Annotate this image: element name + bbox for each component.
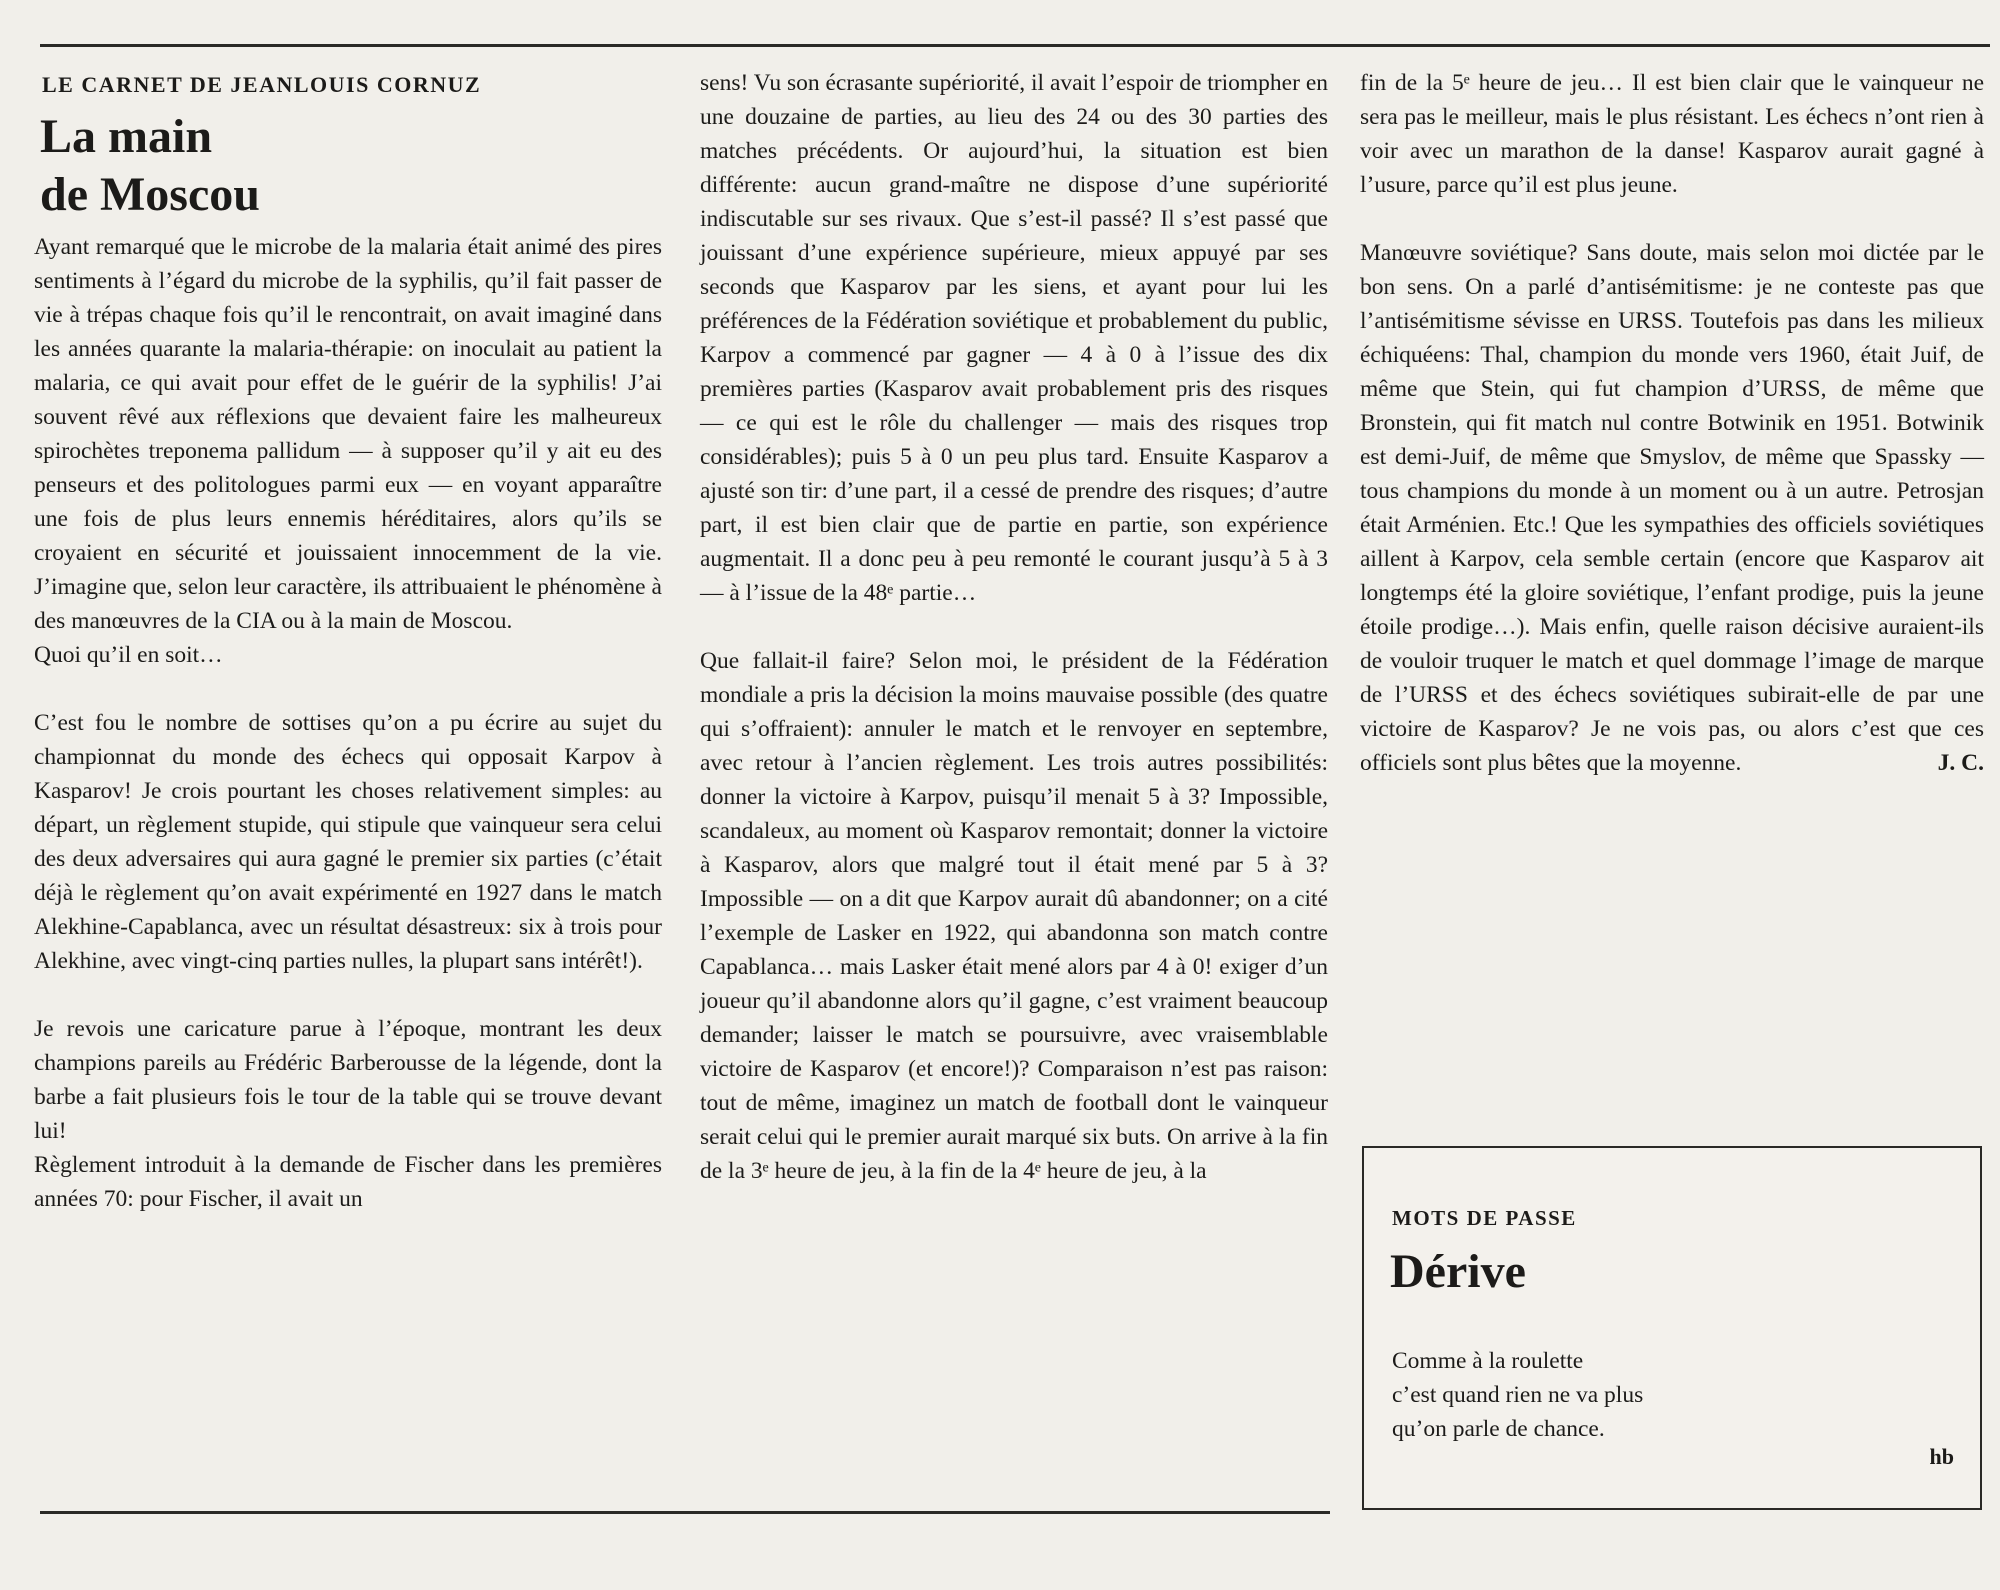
bottom-rule bbox=[40, 1511, 1330, 1514]
paragraph: sens! Vu son écrasante supériorité, il avait l’espoir de triompher en une douzaine de parties, au lieu des 24 ou des 30 parties des matches précédents. Or aujourd’hui, la situation est bien différente: aucun grand-maître ne dispose d’une supériorité indiscutable sur ses rivaux. Que s’est-il passé? Il s’est passé que jouissant d’une expérience supérieure, mieux appuyé par ses seconds que Kasparov par les siens, et ayant pour lui les préférences de la Fédération soviétique et probablement du public, Karpov a commencé par gagner — 4 à 0 à l’issue des dix premières parties (Kasparov avait probablement pris des risques — ce qui est le rôle du challenger — mais des risques trop considérables); puis 5 à 0 un peu plus tard. Ensuite Kasparov a ajusté son tir: d’une part, il a cessé de prendre des risques; d’autre part, il est bien clair que de partie en partie, son expérience augmentait. Il a donc peu à peu remonté le courant jusqu’à 5 à 3 — à l’issue de la 48ᵉ partie… bbox=[700, 70, 1328, 606]
paragraph: fin de la 5ᵉ heure de jeu… Il est bien clair que le vainqueur ne sera pas le meilleur, mais le plus résistant. Les échecs n’ont rien à voir avec un marathon de la danse! Kasparov aurait gagné à l’usure, parce qu’il est plus jeune. bbox=[1360, 70, 1984, 198]
article-kicker: LE CARNET DE JEANLOUIS CORNUZ bbox=[42, 72, 482, 97]
article-title-line-2: de Moscou bbox=[40, 168, 260, 221]
article-column-1 bbox=[34, 230, 662, 1216]
paragraph: Je revois une caricature parue à l’époque, montrant les deux champions pareils au Frédéric Barberousse de la légende, dont la barbe a fait plusieurs fois le tour de la table qui se trouve devant lui! bbox=[34, 1016, 662, 1144]
poem-line: c’est quand rien ne va plus bbox=[1392, 1382, 1644, 1408]
paragraph: Que fallait-il faire? Selon moi, le président de la Fédération mondiale a pris la décision la moins mauvaise possible (des quatre qui s’offraient): annuler le match et le renvoyer en septembre, avec retour à l’ancien règlement. Les trois autres possibilités: donner la victoire à Karpov, puisqu’il menait 5 à 3? Impossible, scandaleux, au moment où Kasparov remontait; donner la victoire à Kasparov, alors que malgré tout il était mené par 5 à 3? Impossible — on a dit que Karpov aurait dû abandonner; on a cité l’exemple de Lasker en 1922, qui abandonna son match contre Capablanca… mais Lasker était mené alors par 4 à 0! exiger d’un joueur qu’il abandonne alors qu’il gagne, c’est vraiment beaucoup demander; laisser le match se poursuivre, avec vraisemblable victoire de Kasparov (et encore!)? Comparaison n’est pas raison: tout de même, imaginez un match de football dont le vainqueur serait celui qui le premier aurait marqué six buts. On arrive à la fin de la 3ᵉ heure de jeu, à la fin de la 4ᵉ heure de jeu, à la bbox=[700, 648, 1328, 1184]
poem bbox=[1392, 1344, 1643, 1446]
sidebar-title: Dérive bbox=[1390, 1245, 1526, 1298]
article-column-3 bbox=[1360, 66, 1984, 780]
sidebar-signature: hb bbox=[1929, 1444, 1954, 1469]
paragraph-text: Manœuvre soviétique? Sans doute, mais selon moi dictée par le bon sens. On a parlé d’antisémitisme: je ne conteste pas que l’antisémitisme sévisse en URSS. Toutefois pas dans les milieux échiquéens: Thal, champion du monde vers 1960, était Juif, de même que Stein, qui fut champion d’URSS, de même que Bronstein, qui fit match nul contre Botwinik en 1951. Botwinik est demi-Juif, de même que Smyslov, de même que Spassky — tous champions du monde à un moment ou à un autre. Petrosjan était Arménien. Etc.! Que les sympathies des officiels soviétiques aillent à Karpov, cela semble certain (encore que Kasparov ait longtemps été la gloire soviétique, l’enfant prodige, puis la jeune étoile prodige…). Mais enfin, quelle raison décisive auraient-ils de vouloir truquer le match et quel dommage l’image de marque de l’URSS et des échecs soviétiques subirait-elle de par une victoire de Kasparov? Je ne vois pas, ou alors c’est que ces officiels sont plus bêtes que la moyenne. bbox=[1360, 240, 1984, 776]
sidebar-kicker: MOTS DE PASSE bbox=[1392, 1206, 1577, 1230]
paragraph: Ayant remarqué que le microbe de la malaria était animé des pires sentiments à l’égard du microbe de la syphilis, qu’il fait passer de vie à trépas chaque fois qu’il le rencontrait, on avait imaginé dans les années quarante la malaria-thérapie: on inoculait au patient la malaria, ce qui avait pour effet de le guérir de la syphilis! J’ai souvent rêvé aux réflexions que devaient faire les malheureux spirochètes treponema pallidum — à supposer qu’il y ait eu des penseurs et des politologues parmi eux — en voyant apparaître une fois de plus leurs ennemis héréditaires, alors qu’ils se croyaient en sécurité et jouissaient innocemment de la vie. J’imagine que, selon leur caractère, ils attribuaient le phénomène à des manœuvres de la CIA ou à la main de Moscou. bbox=[34, 234, 662, 634]
poem-line: qu’on parle de chance. bbox=[1392, 1416, 1605, 1442]
article-title-line-1: La main bbox=[40, 110, 213, 163]
sidebar-box bbox=[1362, 1146, 1982, 1510]
paragraph: C’est fou le nombre de sottises qu’on a pu écrire au sujet du championnat du monde des échecs qui opposait Karpov à Kasparov! Je crois pourtant les choses relativement simples: au départ, un règlement stupide, qui stipule que vainqueur sera celui des deux adversaires qui aura gagné le premier six parties (c’était déjà le règlement qu’on avait expérimenté en 1927 dans le match Alekhine-Capablanca, avec un résultat désastreux: six à trois pour Alekhine, avec vingt-cinq parties nulles, la plupart sans intérêt!). bbox=[34, 710, 662, 974]
author-signature: J. C. bbox=[1937, 750, 1984, 776]
paragraph: Règlement introduit à la demande de Fischer dans les premières années 70: pour Fischer, il avait un bbox=[34, 1152, 662, 1212]
paragraph bbox=[1360, 236, 1984, 780]
article-title bbox=[40, 108, 260, 224]
paragraph: Quoi qu’il en soit… bbox=[34, 642, 223, 668]
poem-line: Comme à la roulette bbox=[1392, 1348, 1584, 1374]
article-column-2 bbox=[700, 66, 1328, 1188]
top-rule bbox=[40, 44, 1990, 47]
